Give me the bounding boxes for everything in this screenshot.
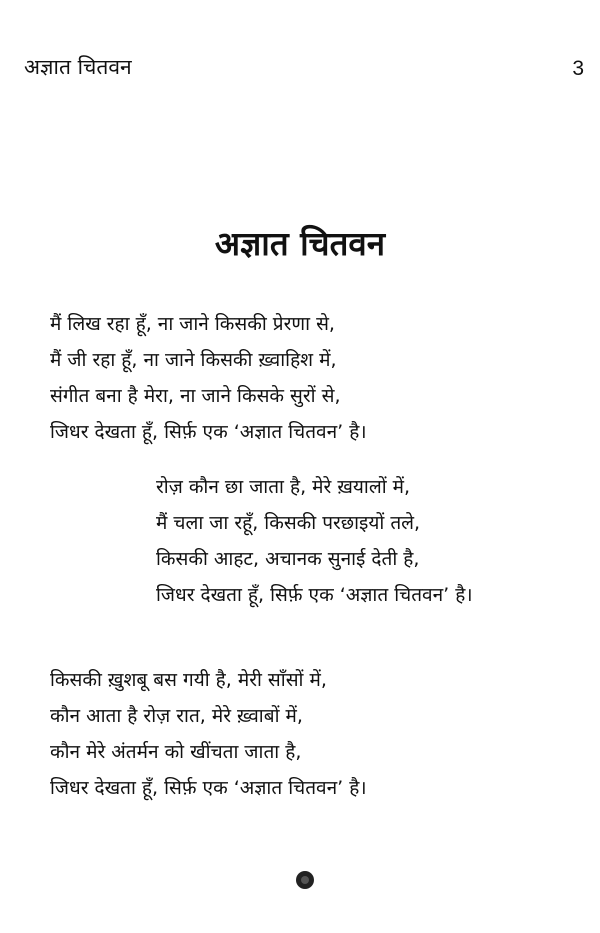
stanza-1 <box>50 306 367 450</box>
poem-line: रोज़ कौन छा जाता है, मेरे ख़यालों में, <box>156 476 411 498</box>
poem-line: जिधर देखता हूँ, सिर्फ़ एक ‘अज्ञात चितवन’ है। <box>50 421 367 443</box>
poem-line: जिधर देखता हूँ, सिर्फ़ एक ‘अज्ञात चितवन’ है। <box>50 777 367 799</box>
poem-title: अज्ञात चितवन <box>214 224 386 263</box>
poem-line: मैं जी रहा हूँ, ना जाने किसकी ख़्वाहिश में, <box>50 349 337 371</box>
poem-line: संगीत बना है मेरा, ना जाने किसके सुरों से, <box>50 385 341 407</box>
poem-line: कौन आता है रोज़ रात, मेरे ख़्वाबों में, <box>50 705 303 727</box>
running-title: अज्ञात चितवन <box>24 55 132 79</box>
dot-ornament-icon <box>296 871 314 889</box>
poem-line: मैं लिख रहा हूँ, ना जाने किसकी प्रेरणा से, <box>50 313 335 335</box>
poem-line: किसकी ख़ुशबू बस गयी है, मेरी साँसों में, <box>50 669 327 691</box>
stanza-3 <box>50 662 367 806</box>
poem-line: कौन मेरे अंतर्मन को खींचता जाता है, <box>50 741 302 763</box>
poem-line: मैं चला जा रहूँ, किसकी परछाइयों तले, <box>156 512 421 534</box>
stanza-2 <box>156 469 473 613</box>
poem-line: जिधर देखता हूँ, सिर्फ़ एक ‘अज्ञात चितवन’ है। <box>156 584 473 606</box>
page-number: 3 <box>572 57 584 80</box>
poem-line: किसकी आहट, अचानक सुनाई देती है, <box>156 548 420 570</box>
